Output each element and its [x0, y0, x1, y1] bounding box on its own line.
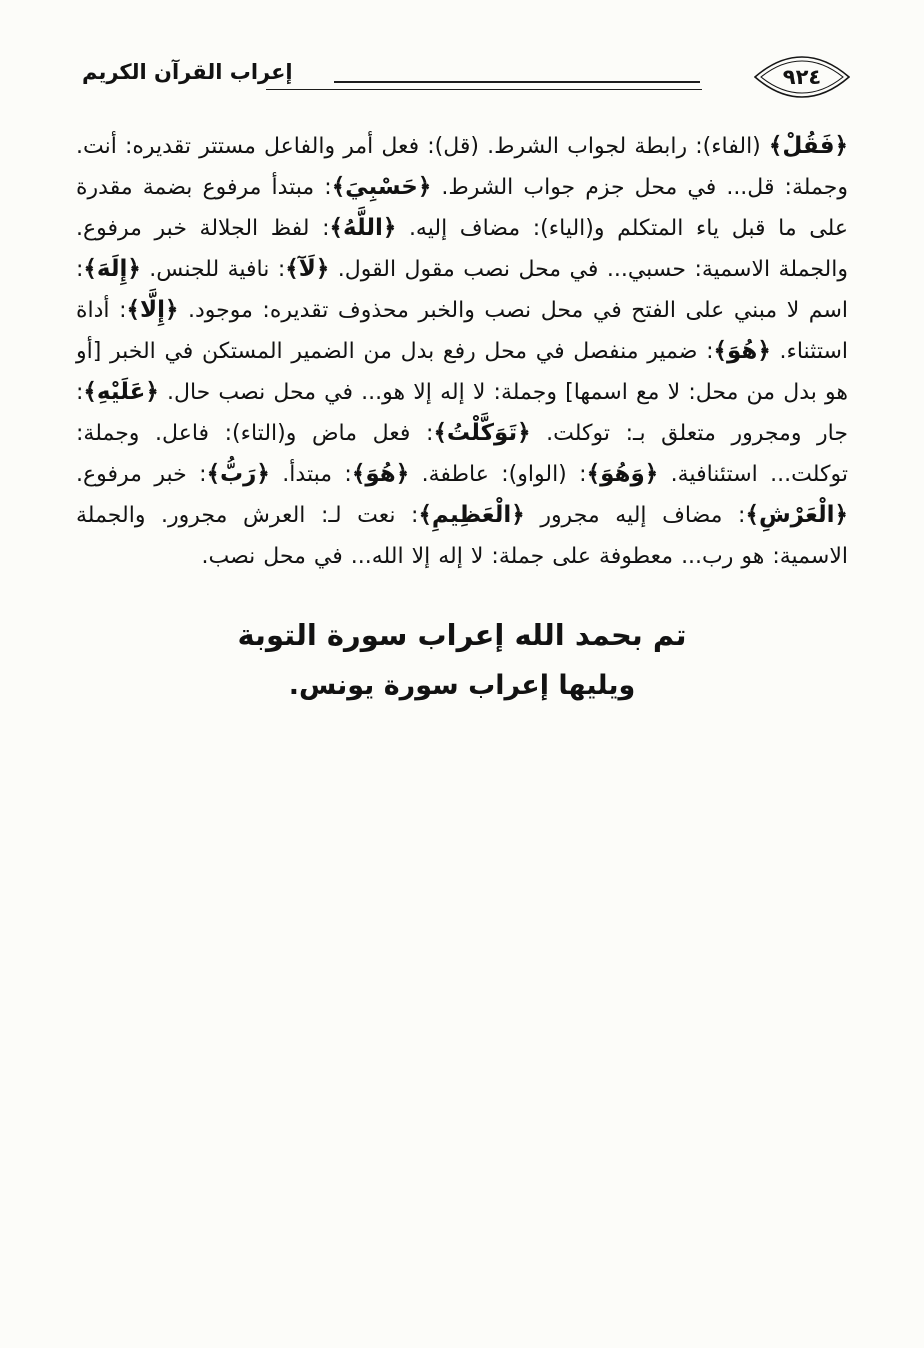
quran-word: ﴿وَهُوَ﴾ [586, 461, 659, 487]
commentary-text: : مبتدأ مرفوع بضمة مقدرة على ما قبل ياء المتكلم و(الياء): مضاف إليه. [76, 175, 848, 241]
header-rule-main [266, 89, 702, 90]
header-book-title: إعراب القرآن الكريم [82, 60, 293, 84]
commentary-text: : خبر مرفوع. [76, 462, 207, 487]
commentary-text: : مبتدأ. [269, 462, 352, 487]
header-rule-top [334, 81, 700, 83]
commentary-text: : لفظ الجلالة خبر مرفوع. والجملة الاسمية: حسبي... في محل نصب مقول القول. [76, 216, 848, 282]
quran-word: ﴿إِلَهَ﴾ [83, 256, 141, 282]
quran-word: ﴿رَبُّ﴾ [206, 461, 270, 487]
quran-word: ﴿هُوَ﴾ [713, 338, 771, 364]
irab-commentary-paragraph [76, 126, 848, 577]
commentary-text: : أداة استثناء. [76, 298, 848, 364]
quran-word: ﴿تَوَكَّلْتُ﴾ [433, 420, 531, 446]
commentary-text: : جار ومجرور متعلق بـ: توكلت. [76, 380, 848, 446]
closing-statement [0, 610, 924, 712]
quran-word: ﴿هُوَ﴾ [351, 461, 410, 487]
commentary-text: (الفاء): رابطة لجواب الشرط. (قل): فعل أمر والفاعل مستتر تقديره: أنت. وجملة: قل... في محل جزم جواب الشرط. [76, 134, 848, 200]
lens-ornament-icon [754, 55, 850, 99]
quran-word: ﴿اللَّهُ﴾ [329, 215, 397, 241]
commentary-text: : مضاف إليه مجرور [524, 503, 746, 528]
quran-word: ﴿الْعَرْشِ﴾ [745, 502, 848, 528]
commentary-text: : (الواو): عاطفة. [409, 462, 587, 487]
quran-word: ﴿الْعَظِيمِ﴾ [418, 502, 525, 528]
commentary-text: : ضمير منفصل في محل رفع بدل من الضمير المستكن في الخبر [أو هو بدل من محل: لا مع اسمها] وجملة: لا إله إلا هو... في محل نصب حال. [76, 339, 848, 405]
commentary-text: : اسم لا مبني على الفتح في محل نصب والخبر محذوف تقديره: موجود. [76, 257, 848, 323]
quran-word: ﴿حَسْبِيَ﴾ [331, 174, 432, 200]
quran-word: ﴿عَلَيْهِ﴾ [83, 379, 159, 405]
closing-line-next-surah: ويليها إعراب سورة يونس. [288, 670, 636, 701]
commentary-text: : نعت لـ: العرش مجرور. والجملة الاسمية: هو رب... معطوفة على جملة: لا إله إلا الله... في محل نصب. [76, 503, 848, 569]
quran-word: ﴿لَآ﴾ [285, 256, 330, 282]
page-number-badge [754, 55, 850, 99]
commentary-text: : فعل ماض و(التاء): فاعل. وجملة: توكلت... استئنافية. [76, 421, 848, 487]
closing-line-surah-end: تم بحمد الله إعراب سورة التوبة [237, 618, 687, 652]
page-number: ٩٢٤ [782, 65, 822, 89]
quran-word: ﴿إِلَّا﴾ [126, 297, 179, 323]
quran-word: ﴿فَقُلْ﴾ [768, 133, 848, 159]
commentary-text: : نافية للجنس. [140, 257, 286, 282]
